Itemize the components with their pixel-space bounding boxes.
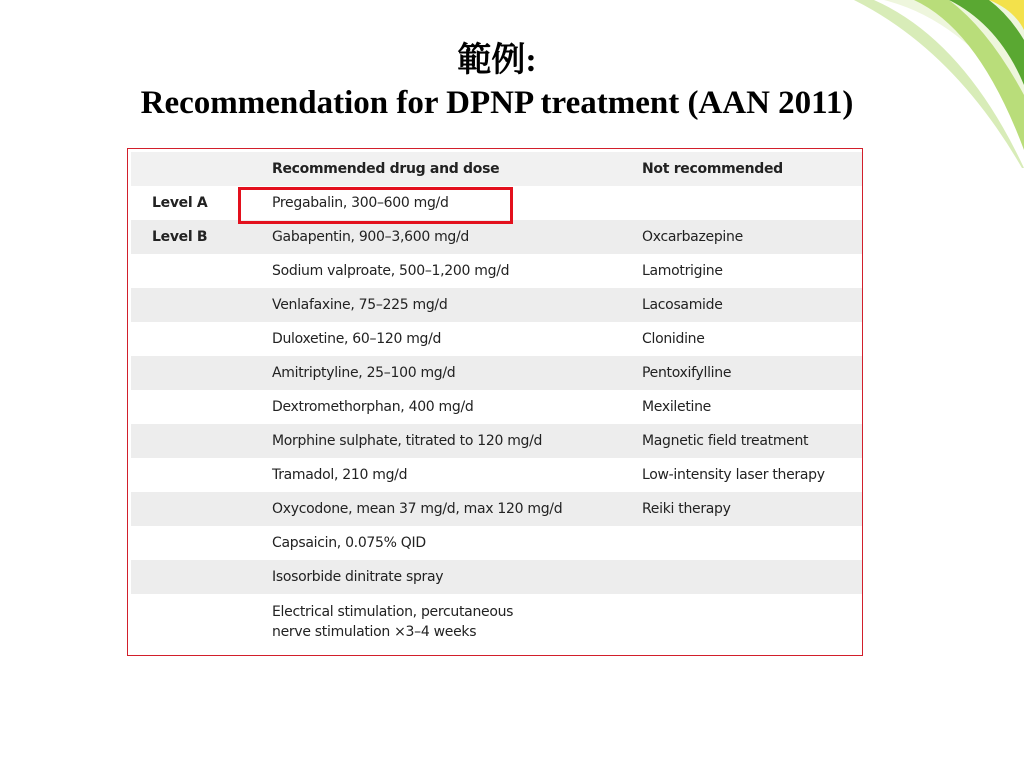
level-cell bbox=[131, 390, 272, 424]
level-a-highlight-box bbox=[238, 187, 513, 224]
table-row bbox=[131, 594, 863, 646]
level-cell bbox=[131, 254, 272, 288]
recommendation-table bbox=[131, 152, 863, 646]
table-row bbox=[131, 458, 863, 492]
header-recommended: Recommended drug and dose bbox=[272, 152, 642, 186]
header-level bbox=[131, 152, 272, 186]
level-cell bbox=[131, 288, 272, 322]
not-recommended-cell: Lamotrigine bbox=[642, 254, 863, 288]
table-row bbox=[131, 356, 863, 390]
table-row bbox=[131, 492, 863, 526]
recommended-cell: Sodium valproate, 500–1,200 mg/d bbox=[272, 254, 642, 288]
recommended-cell: Electrical stimulation, percutaneous nerve stimulation ×3–4 weeks bbox=[272, 594, 642, 646]
not-recommended-cell bbox=[642, 186, 863, 220]
not-recommended-cell bbox=[642, 560, 863, 594]
not-recommended-cell bbox=[642, 594, 863, 646]
recommended-cell: Gabapentin, 900–3,600 mg/d bbox=[272, 220, 642, 254]
not-recommended-cell bbox=[642, 526, 863, 560]
level-cell: Level A bbox=[131, 186, 272, 220]
level-cell bbox=[131, 492, 272, 526]
level-cell bbox=[131, 424, 272, 458]
not-recommended-cell: Oxcarbazepine bbox=[642, 220, 863, 254]
level-cell: Level B bbox=[131, 220, 272, 254]
slide-title bbox=[0, 38, 994, 122]
table-row bbox=[131, 220, 863, 254]
level-cell bbox=[131, 356, 272, 390]
table-row bbox=[131, 390, 863, 424]
recommended-cell: Dextromethorphan, 400 mg/d bbox=[272, 390, 642, 424]
recommended-cell: Isosorbide dinitrate spray bbox=[272, 560, 642, 594]
not-recommended-cell: Lacosamide bbox=[642, 288, 863, 322]
recommended-cell: Duloxetine, 60–120 mg/d bbox=[272, 322, 642, 356]
recommended-cell: Morphine sulphate, titrated to 120 mg/d bbox=[272, 424, 642, 458]
table-header-row bbox=[131, 152, 863, 186]
level-cell bbox=[131, 594, 272, 646]
table-row bbox=[131, 288, 863, 322]
recommended-cell: Venlafaxine, 75–225 mg/d bbox=[272, 288, 642, 322]
table-row bbox=[131, 424, 863, 458]
not-recommended-cell: Clonidine bbox=[642, 322, 863, 356]
table-row bbox=[131, 322, 863, 356]
recommended-cell: Oxycodone, mean 37 mg/d, max 120 mg/d bbox=[272, 492, 642, 526]
not-recommended-cell: Low-intensity laser therapy bbox=[642, 458, 863, 492]
title-main: Recommendation for DPNP treatment (AAN 2011) bbox=[140, 85, 854, 121]
recommended-cell: Tramadol, 210 mg/d bbox=[272, 458, 642, 492]
recommended-cell: Capsaicin, 0.075% QID bbox=[272, 526, 642, 560]
not-recommended-cell: Mexiletine bbox=[642, 390, 863, 424]
header-not-recommended: Not recommended bbox=[642, 152, 863, 186]
table-row bbox=[131, 254, 863, 288]
table-row bbox=[131, 526, 863, 560]
table-frame bbox=[127, 148, 863, 656]
not-recommended-cell: Pentoxifylline bbox=[642, 356, 863, 390]
title-prefix: 範例: bbox=[457, 42, 537, 79]
level-cell bbox=[131, 458, 272, 492]
level-cell bbox=[131, 322, 272, 356]
not-recommended-cell: Magnetic field treatment bbox=[642, 424, 863, 458]
not-recommended-cell: Reiki therapy bbox=[642, 492, 863, 526]
table-row bbox=[131, 560, 863, 594]
recommended-cell: Amitriptyline, 25–100 mg/d bbox=[272, 356, 642, 390]
recommended-cell: Pregabalin, 300–600 mg/d bbox=[272, 186, 642, 220]
level-cell bbox=[131, 560, 272, 594]
level-cell bbox=[131, 526, 272, 560]
